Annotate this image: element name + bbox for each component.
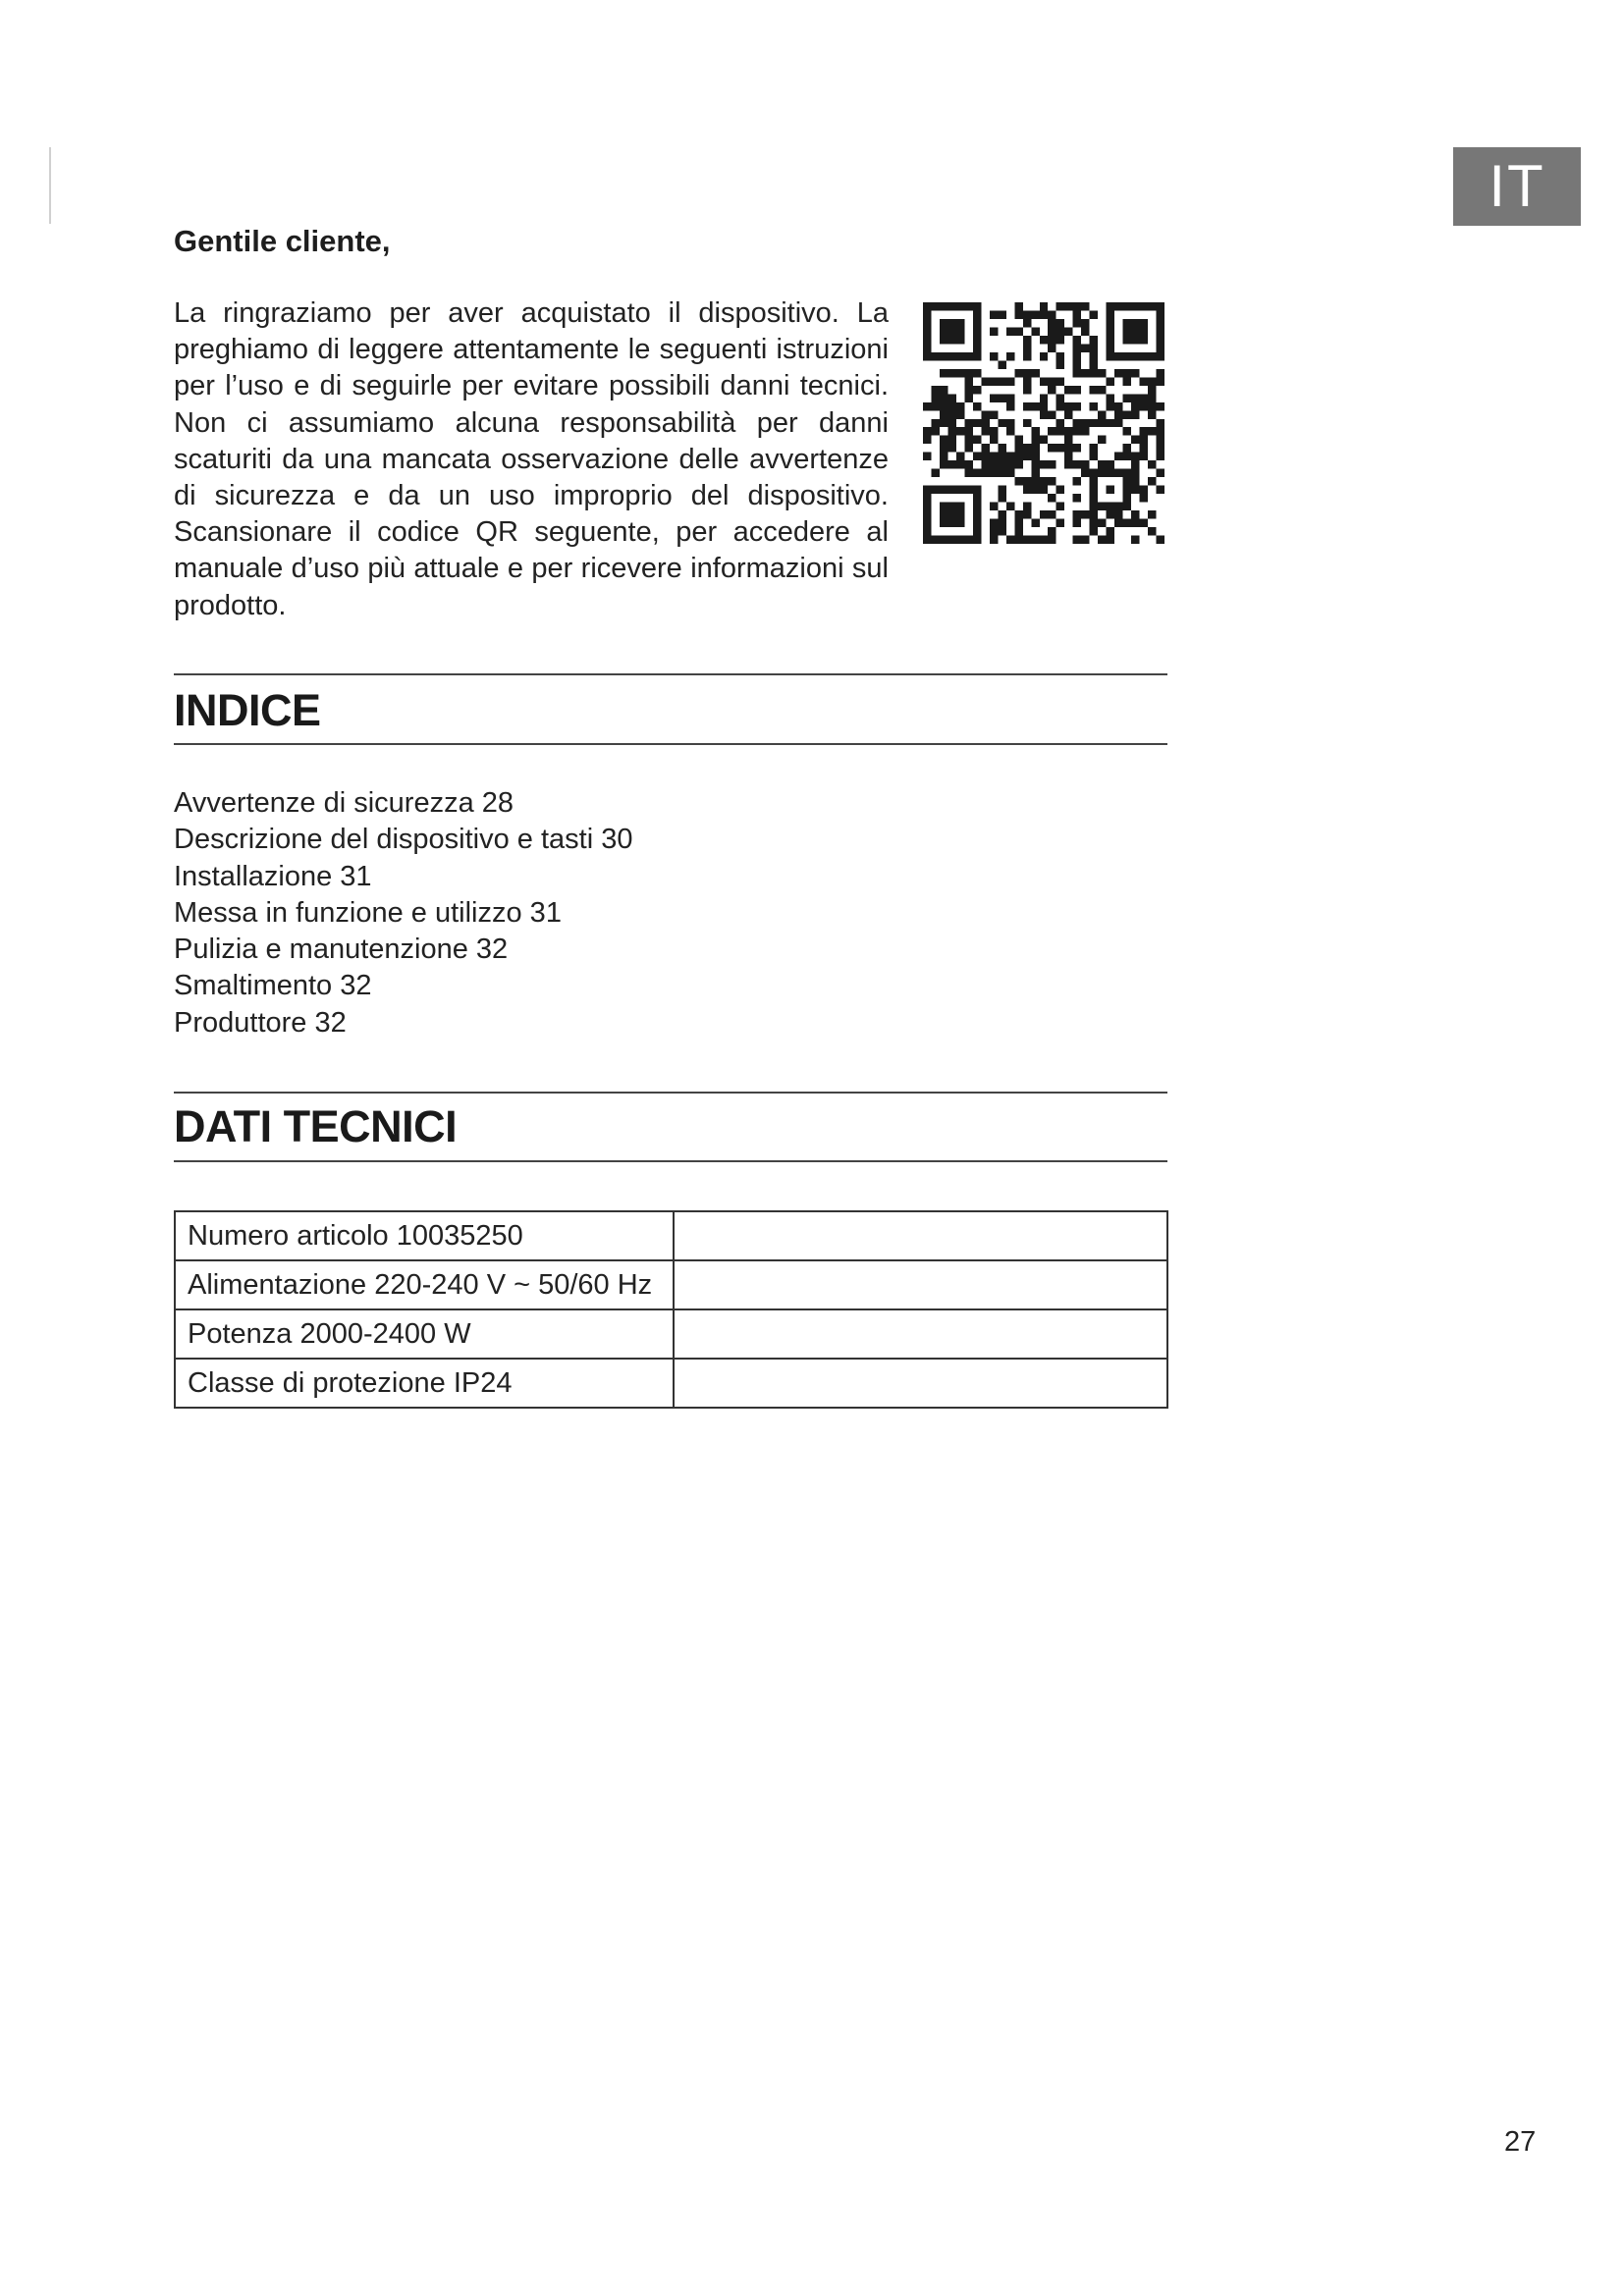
technical-data-top-rule (174, 1092, 1167, 1094)
greeting: Gentile cliente, (174, 224, 391, 258)
index-title: INDICE (174, 685, 321, 735)
table-row (175, 1211, 1167, 1260)
table-row (175, 1260, 1167, 1309)
margin-rule (49, 147, 51, 224)
toc-item[interactable]: Smaltimento 32 (174, 970, 372, 1002)
spec-value (674, 1211, 1167, 1260)
index-bottom-rule (174, 743, 1167, 745)
toc-item[interactable]: Pulizia e manutenzione 32 (174, 934, 509, 966)
table-row (175, 1309, 1167, 1359)
toc-item[interactable]: Installazione 31 (174, 860, 372, 892)
spec-label: Classe di protezione IP24 (175, 1359, 674, 1408)
language-tab: IT (1453, 147, 1581, 226)
toc-item[interactable]: Produttore 32 (174, 1006, 347, 1039)
toc-item[interactable]: Descrizione del dispositivo e tasti 30 (174, 824, 633, 856)
table-row (175, 1359, 1167, 1408)
technical-data-title: DATI TECNICI (174, 1101, 458, 1151)
intro-paragraph: La ringraziamo per aver acquistato il dispositivo. La preghiamo di leggere attentamente le seguenti istruzioni per l’uso e di seguirle per evitare possibili danni tecnici. Non ci assumiamo alcuna responsabilità per danni scaturiti da una mancata osservazione delle avvertenze di sicurezza e da un uso improprio del dispositivo. Scansionare il codice QR seguente, per accedere al manuale d’uso più attuale e per ricevere informazioni sul prodotto. (174, 297, 889, 621)
spec-value (674, 1309, 1167, 1359)
technical-data-table (174, 1210, 1168, 1409)
spec-value (674, 1359, 1167, 1408)
spec-label: Numero articolo 10035250 (175, 1211, 674, 1260)
index-top-rule (174, 673, 1167, 675)
qr-code-icon[interactable] (923, 302, 1164, 544)
spec-label: Potenza 2000-2400 W (175, 1309, 674, 1359)
toc-item[interactable]: Messa in funzione e utilizzo 31 (174, 896, 562, 929)
table-of-contents (174, 785, 632, 1041)
toc-item[interactable]: Avvertenze di sicurezza 28 (174, 787, 514, 819)
spec-value (674, 1260, 1167, 1309)
technical-data-bottom-rule (174, 1160, 1167, 1162)
spec-label: Alimentazione 220-240 V ~ 50/60 Hz (175, 1260, 674, 1309)
page-number: 27 (1504, 2126, 1537, 2158)
